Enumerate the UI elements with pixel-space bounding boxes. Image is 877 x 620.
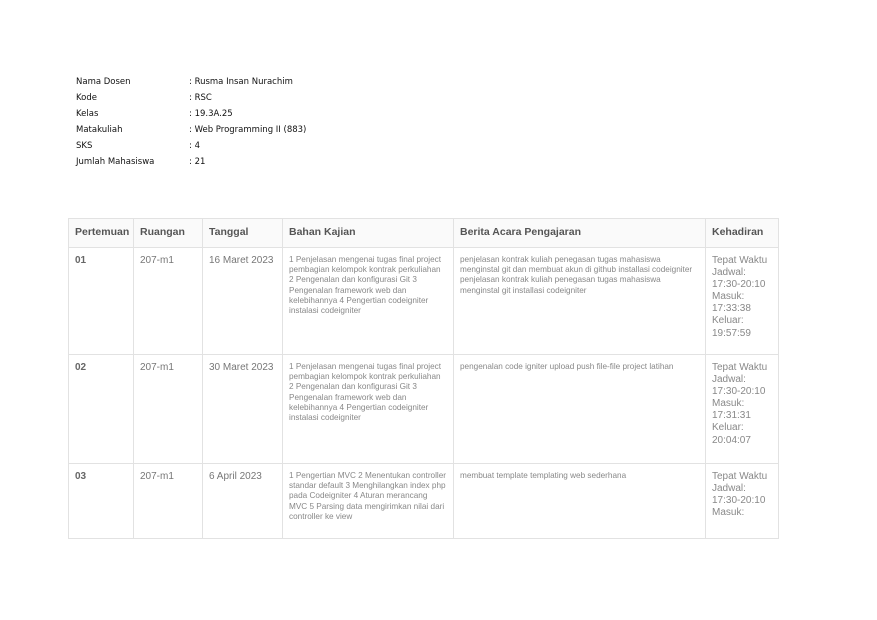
cell-pertemuan: 01 <box>69 248 134 355</box>
cell-tanggal: 6 April 2023 <box>203 464 283 539</box>
info-value: : RSC <box>189 93 212 103</box>
info-row-credits <box>76 140 306 156</box>
cell-bahan-kajian: 1 Penjelasan mengenai tugas final project pembagian kelompok kontrak perkuliahan 2 Pengenalan dan konfigurasi Git 3 Pengenalan framework web dan kelebihannya 4 Pengertian codeigniter instalasi codeigniter <box>283 248 454 355</box>
cell-bahan-kajian: 1 Penjelasan mengenai tugas final project pembagian kelompok kontrak perkuliahan 2 Pengenalan dan konfigurasi Git 3 Pengenalan framework web dan kelebihannya 4 Pengertian codeigniter instalasi codeigniter <box>283 355 454 464</box>
info-label: Jumlah Mahasiswa <box>76 157 155 167</box>
table-row <box>69 355 779 464</box>
header-kehadiran: Kehadiran <box>706 219 779 248</box>
cell-pertemuan: 02 <box>69 355 134 464</box>
info-label: Nama Dosen <box>76 77 131 87</box>
cell-pertemuan: 03 <box>69 464 134 539</box>
cell-berita-acara: pengenalan code igniter upload push file-file project latihan <box>454 355 706 464</box>
info-row-code <box>76 92 306 108</box>
cell-berita-acara: penjelasan kontrak kuliah penegasan tugas mahasiswa menginstal git dan membuat akun di github installasi codeigniter penjelasan kontrak kuliah penegasan tugas mahasiswa menginstal git installasi codeigniter <box>454 248 706 355</box>
header-pertemuan: Pertemuan <box>69 219 134 248</box>
table-row <box>69 464 779 539</box>
info-value: : 4 <box>189 141 200 151</box>
cell-bahan-kajian: 1 Pengertian MVC 2 Menentukan controller standar default 3 Menghilangkan index php pada Codeigniter 4 Aturan merancang MVC 5 Parsing data mengirimkan nilai dari controller ke view <box>283 464 454 539</box>
info-label: Kelas <box>76 109 99 119</box>
info-label: SKS <box>76 141 93 151</box>
cell-tanggal: 16 Maret 2023 <box>203 248 283 355</box>
header-tanggal: Tanggal <box>203 219 283 248</box>
info-value: : 21 <box>189 157 206 167</box>
info-row-lecturer <box>76 76 306 92</box>
info-label: Matakuliah <box>76 125 123 135</box>
lecturer-info <box>76 76 306 172</box>
cell-ruangan: 207-m1 <box>134 464 203 539</box>
table-header-row <box>69 219 779 248</box>
info-value: : 19.3A.25 <box>189 109 233 119</box>
info-value: : Web Programming II (883) <box>189 125 307 135</box>
header-berita-acara: Berita Acara Pengajaran <box>454 219 706 248</box>
info-value: : Rusma Insan Nurachim <box>189 77 293 87</box>
cell-berita-acara: membuat template templating web sederhana <box>454 464 706 539</box>
cell-ruangan: 207-m1 <box>134 248 203 355</box>
header-bahan-kajian: Bahan Kajian <box>283 219 454 248</box>
info-row-students <box>76 156 306 172</box>
cell-kehadiran: Tepat Waktu Jadwal: 17:30-20:10 Masuk: 17:33:38 Keluar: 19:57:59 <box>706 248 779 355</box>
table-row <box>69 248 779 355</box>
kehadiran-text: Tepat Waktu Jadwal: 17:30-20:10 Masuk: <box>712 471 768 519</box>
teaching-report-table <box>68 218 779 539</box>
cell-ruangan: 207-m1 <box>134 355 203 464</box>
info-label: Kode <box>76 93 97 103</box>
cell-kehadiran <box>706 464 779 539</box>
cell-kehadiran: Tepat Waktu Jadwal: 17:30-20:10 Masuk: 17:31:31 Keluar: 20:04:07 <box>706 355 779 464</box>
info-row-course <box>76 124 306 140</box>
info-row-class <box>76 108 306 124</box>
cell-tanggal: 30 Maret 2023 <box>203 355 283 464</box>
header-ruangan: Ruangan <box>134 219 203 248</box>
